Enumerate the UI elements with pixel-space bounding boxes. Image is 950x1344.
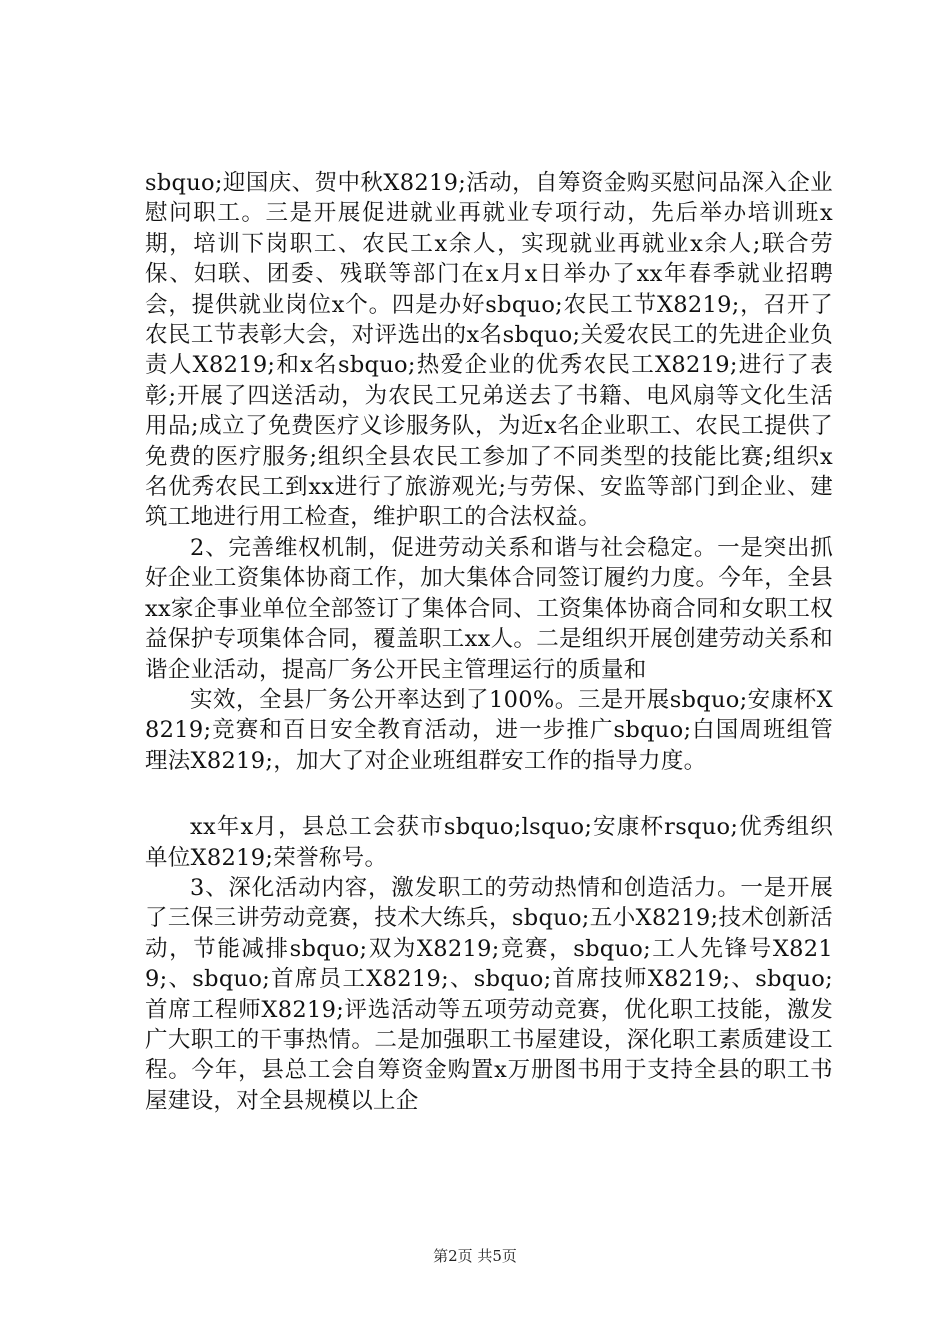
- page-number-footer: 第2页 共5页: [433, 1247, 517, 1265]
- document-body: [145, 168, 833, 1116]
- paragraph-section-2: 2、完善维权机制，促进劳动关系和谐与社会稳定。一是突出抓好企业工资集体协商工作，加大集体合同签订履约力度。今年，全县xx家企事业单位全部签订了集体合同、工资集体协商合同和女职工权益保护专项集体合同，覆盖职工xx人。二是组织开展创建劳动关系和谐企业活动，提高厂务公开民主管理运行的质量和: [145, 534, 833, 683]
- paragraph-continuation: sbquo;迎国庆、贺中秋X8219;活动，自筹资金购买慰问品深入企业慰问职工。三是开展促进就业再就业专项行动，先后举办培训班x期，培训下岗职工、农民工x余人，实现就业再就业x余人;联合劳保、妇联、团委、残联等部门在x月x日举办了xx年春季就业招聘会，提供就业岗位x个。四是办好sbquo;农民工节X8219;，召开了农民工节表彰大会，对评选出的x名sbquo;关爱农民工的先进企业负责人X8219;和x名sbquo;热爱企业的优秀农民工X8219;进行了表彰;开展了四送活动，为农民工兄弟送去了书籍、电风扇等文化生活用品;成立了免费医疗义诊服务队，为近x名企业职工、农民工提供了免费的医疗服务;组织全县农民工参加了不同类型的技能比赛;组织x名优秀农民工到xx进行了旅游观光;与劳保、安监等部门到企业、建筑工地进行用工检查，维护职工的合法权益。: [145, 170, 833, 531]
- paragraph-honor: xx年x月，县总工会获市sbquo;lsquo;安康杯rsquo;优秀组织单位X8219;荣誉称号。: [145, 814, 833, 871]
- paragraph-safety-contest: 实效，全县厂务公开率达到了100%。三是开展sbquo;安康杯X8219;竞赛和百日安全教育活动，进一步推广sbquo;白国周班组管理法X8219;，加大了对企业班组群安工作的指导力度。: [145, 686, 833, 774]
- paragraph-section-3: 3、深化活动内容，激发职工的劳动热情和创造活力。一是开展了三保三讲劳动竞赛，技术大练兵，sbquo;五小X8219;技术创新活动，节能减排sbquo;双为X8219;竞赛，sbquo;工人先锋号X8219;、sbquo;首席员工X8219;、sbquo;首席技师X8219;、sbquo;首席工程师X8219;评选活动等五项劳动竞赛，优化职工技能，激发广大职工的干事热情。二是加强职工书屋建设，深化职工素质建设工程。今年，县总工会自筹资金购置x万册图书用于支持全县的职工书屋建设，对全县规模以上企: [145, 874, 833, 1114]
